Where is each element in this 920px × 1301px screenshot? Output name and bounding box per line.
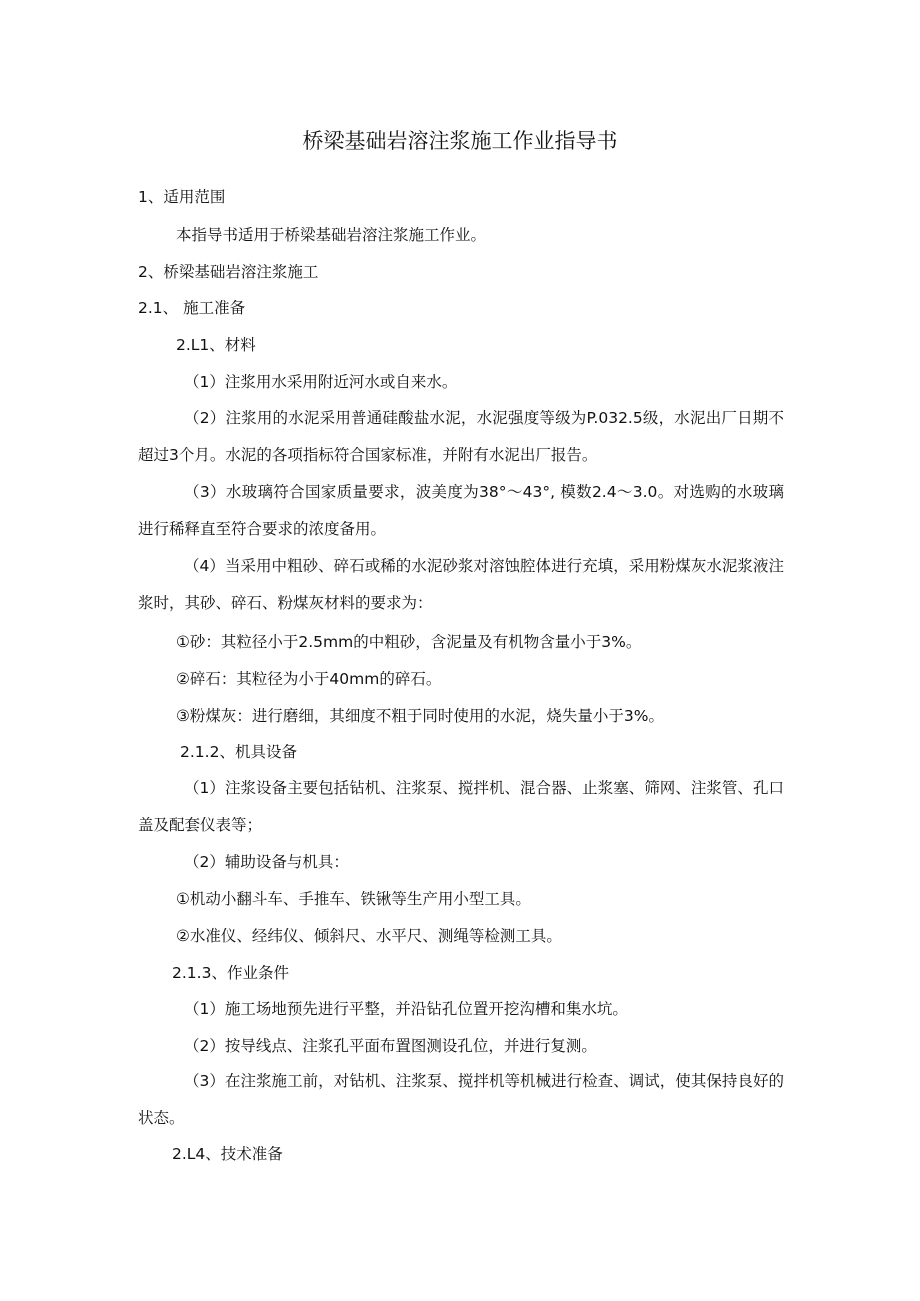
section-2-1-1-heading: 2.L1、材料 [176, 336, 256, 354]
material-item-1: （1）注浆用水采用附近河水或自来水。 [184, 373, 458, 391]
material-item-4: （4）当采用中粗砂、碎石或稀的水泥砂浆对溶蚀腔体进行充填，采用粉煤灰水泥浆液注浆时，其砂、碎石、粉煤灰材料的要求为： [138, 557, 784, 612]
document-title: 桥梁基础岩溶注浆施工作业指导书 [302, 129, 618, 153]
work-condition-3: （3）在注浆施工前，对钻机、注浆泵、搅拌机等机械进行检查、调试，使其保持良好的状态。 [138, 1072, 784, 1127]
equipment-item-2b: ②水准仪、经纬仪、倾斜尺、水平尺、测绳等检测工具。 [176, 927, 562, 945]
section-2-1-3-heading: 2.1.3、作业条件 [172, 964, 289, 982]
section-2-heading: 2、桥梁基础岩溶注浆施工 [138, 263, 319, 281]
equipment-item-2: （2）辅助设备与机具： [184, 853, 349, 871]
material-item-2: （2）注浆用的水泥采用普通硅酸盐水泥，水泥强度等级为P.032.5级，水泥出厂日期不超过3个月。水泥的各项指标符合国家标准，并附有水泥出厂报告。 [138, 409, 784, 464]
material-sand: ①砂：其粒径小于2.5mm的中粗砂，含泥量及有机物含量小于3%。 [176, 633, 642, 651]
work-condition-2: （2）按导线点、注浆孔平面布置图测设孔位，并进行复测。 [184, 1037, 597, 1055]
material-item-3: （3）水玻璃符合国家质量要求，波美度为38°～43°, 模数2.4～3.0。对选购的水玻璃进行稀释直至符合要求的浓度备用。 [138, 483, 784, 538]
equipment-item-1: （1）注浆设备主要包括钻机、注浆泵、搅拌机、混合器、止浆塞、筛网、注浆管、孔口盖及配套仪表等； [138, 779, 784, 834]
section-2-1-heading: 2.1、 施工准备 [138, 299, 246, 317]
section-2-1-2-heading: 2.1.2、机具设备 [180, 743, 297, 761]
section-1-text: 本指导书适用于桥梁基础岩溶注浆施工作业。 [176, 226, 487, 244]
equipment-item-2a: ①机动小翻斗车、手推车、铁锹等生产用小型工具。 [176, 890, 531, 908]
section-1-heading: 1、适用范围 [138, 188, 226, 206]
material-fly-ash: ③粉煤灰：进行磨细，其细度不粗于同时使用的水泥，烧失量小于3%。 [176, 707, 664, 725]
work-condition-1: （1）施工场地预先进行平整，并沿钻孔位置开挖沟槽和集水坑。 [184, 1000, 628, 1018]
section-2-1-4-heading: 2.L4、技术准备 [172, 1145, 283, 1163]
material-gravel: ②碎石：其粒径为小于40mm的碎石。 [176, 670, 442, 688]
